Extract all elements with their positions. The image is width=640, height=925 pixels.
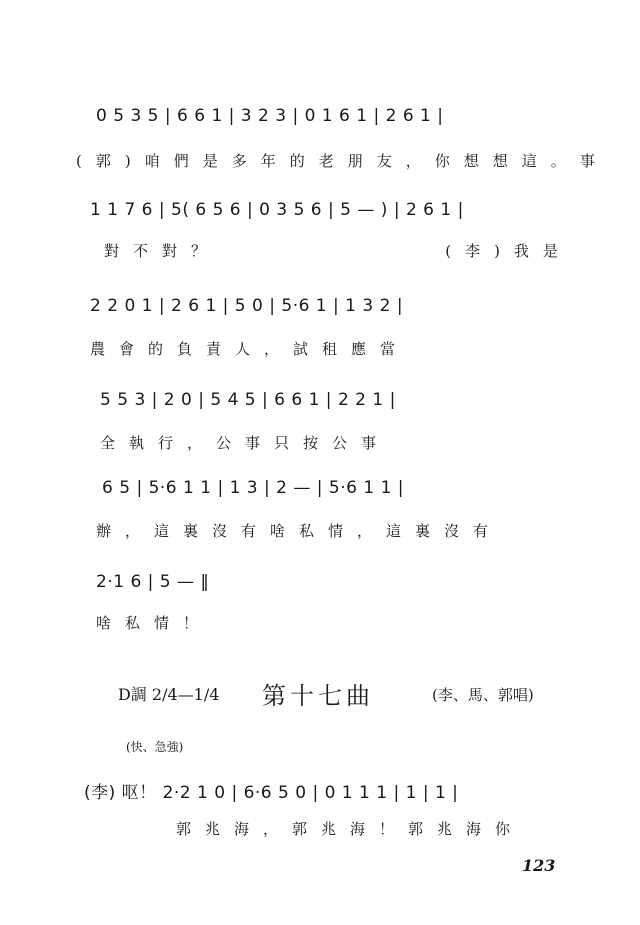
lyrics-line-2: 對不對？ (李)我是 [104,242,572,260]
notation-line-3: 2 2 0 1 | 2 6 1 | 5 0 | 5·6 1 | 1 3 2 | [90,296,404,316]
notation-line-7: (李) 呕！ 2·2 1 0 | 6·6 5 0 | 0 1 1 1 | 1 | 1 | [84,783,459,803]
notation-line-4: 5 5 3 | 2 0 | 5 4 5 | 6 6 1 | 2 2 1 | [100,390,396,410]
key-signature: D調 2/4—1/4 [118,685,220,704]
singers-label: (李、馬、郭唱) [432,686,534,704]
piece-title: 第十七曲 [262,682,374,710]
lyrics-line-5: 辦，這裏沒有啥私情，這裏沒有 [96,522,503,540]
lyrics-line-4: 全執行，公事只按公事 [100,434,391,452]
lyrics-line-1: (郭)咱們是多年的老朋友，你想想這。事 [76,152,609,170]
page-number: 123 [522,856,556,875]
lyrics-line-3: 農會的負責人，試租應當 [90,340,410,358]
notation-line-6: 2·1 6 | 5 — ‖ [96,572,210,592]
tempo-marking: (快、急強) [126,740,184,754]
lyrics-line-7: 郭兆海，郭兆海！郭兆海你 [176,820,525,838]
lyrics-line-6: 啥私情！ [96,614,213,632]
notation-line-5: 6 5 | 5·6 1 1 | 1 3 | 2 — | 5·6 1 1 | [102,478,405,498]
notation-line-2: 1 1 7 6 | 5( 6 5 6 | 0 3 5 6 | 5 — ) | 2 6 1 | [90,200,464,220]
notation-line-1: 0 5 3 5 | 6 6 1 | 3 2 3 | 0 1 6 1 | 2 6 1 | [96,106,444,126]
